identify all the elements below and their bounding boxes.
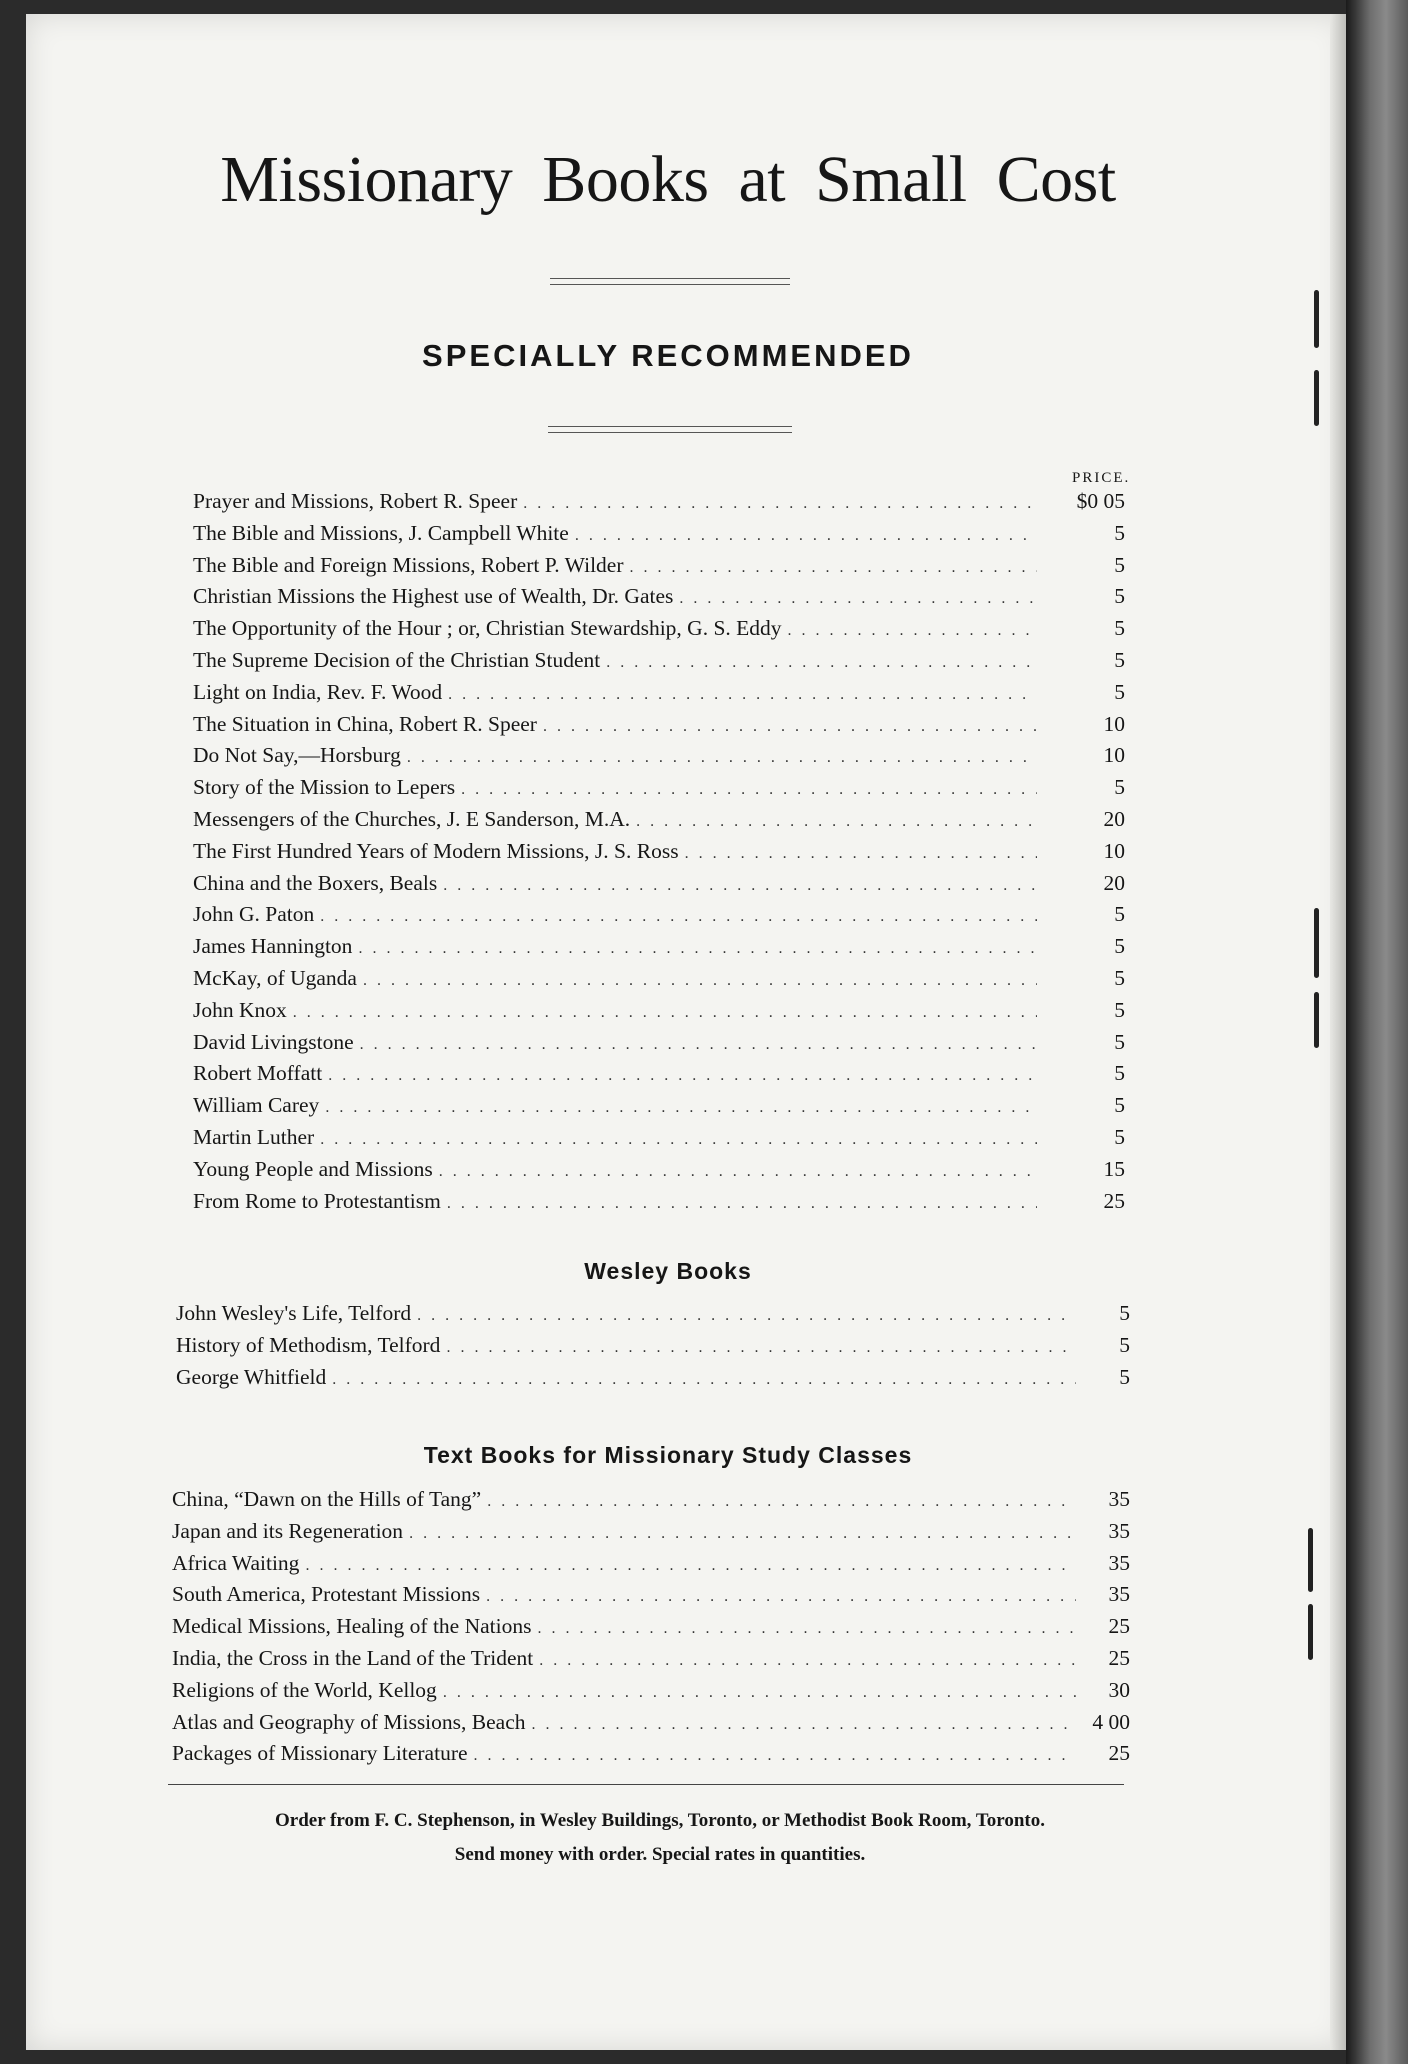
book-title: Religions of the World, Kellog (172, 1677, 437, 1702)
book-price: 5 (1119, 1332, 1130, 1357)
book-price: 20 (1103, 806, 1125, 831)
book-title: James Hannington (193, 934, 353, 959)
footer-order-info: Order from F. C. Stephenson, in Wesley Buildings, Toronto, or Methodist Book Room, Toronto. (275, 1810, 1045, 1831)
book-price: 35 (1108, 1518, 1130, 1543)
list-item (193, 804, 1125, 836)
dot-leader (788, 615, 1037, 647)
list-item (172, 1643, 1130, 1675)
list-item (193, 836, 1125, 868)
book-title: Robert Moffatt (193, 1061, 323, 1086)
dot-leader (486, 1581, 1076, 1613)
dot-leader (461, 774, 1037, 806)
book-title: John G. Paton (193, 902, 315, 927)
dot-leader (523, 488, 1037, 520)
book-price: 10 (1103, 838, 1125, 863)
book-title: From Rome to Protestantism (193, 1188, 441, 1213)
book-title: Prayer and Missions, Robert R. Speer (193, 489, 518, 513)
footer-rule (168, 1784, 1124, 1785)
book-title: William Carey (193, 1093, 320, 1118)
dot-leader (443, 1677, 1076, 1709)
dot-leader (606, 647, 1037, 679)
page-edge (1330, 14, 1346, 2050)
dot-leader (630, 552, 1037, 584)
book-title: McKay, of Uganda (193, 965, 357, 990)
list-item (193, 1122, 1125, 1154)
book-price: 5 (1114, 1093, 1125, 1118)
list-item (193, 518, 1125, 550)
book-title: The Situation in China, Robert R. Speer (193, 711, 537, 736)
dot-leader (360, 1029, 1037, 1061)
book-title: Messengers of the Churches, J. E Sanderson, M.A. (193, 806, 631, 831)
book-title: Light on India, Rev. F. Wood (193, 679, 443, 704)
book-price: 5 (1119, 1301, 1130, 1325)
book-price: 5 (1114, 1029, 1125, 1054)
dot-leader (332, 1364, 1076, 1396)
list-item (193, 645, 1125, 677)
book-price: 25 (1108, 1645, 1130, 1670)
binding-clip-mark (1308, 1604, 1313, 1660)
book-price: 5 (1114, 775, 1125, 800)
book-price: 35 (1108, 1550, 1130, 1575)
book-price: 5 (1114, 1061, 1125, 1086)
page-title: Missionary Books at Small Cost (220, 143, 1116, 216)
dot-leader (679, 583, 1037, 615)
book-price: 5 (1114, 552, 1125, 577)
book-title: China and the Boxers, Beals (193, 870, 438, 895)
list-item (176, 1330, 1130, 1362)
price-column-heading: PRICE. (1072, 470, 1131, 486)
book-title: The Supreme Decision of the Christian Student (193, 647, 601, 672)
book-title: The Bible and Missions, J. Campbell White (193, 520, 569, 545)
dot-leader (543, 711, 1037, 743)
book-title: John Wesley's Life, Telford (176, 1301, 412, 1325)
list-item (172, 1611, 1130, 1643)
book-price: 20 (1103, 870, 1125, 895)
binding-clip-mark (1314, 370, 1319, 426)
dot-leader (439, 1156, 1037, 1188)
book-title: The Opportunity of the Hour ; or, Christian Stewardship, G. S. Eddy (193, 616, 782, 641)
book-title: China, “Dawn on the Hills of Tang” (172, 1487, 482, 1511)
list-item (172, 1738, 1130, 1770)
book-price: 10 (1103, 711, 1125, 736)
binding-clip-mark (1314, 908, 1319, 978)
book-title: David Livingstone (193, 1029, 354, 1054)
dot-leader (358, 933, 1037, 965)
book-price: 5 (1114, 616, 1125, 641)
dot-leader (575, 520, 1037, 552)
dot-leader (443, 870, 1037, 902)
wesley-books-heading: Wesley Books (584, 1258, 752, 1284)
dot-leader (407, 742, 1037, 774)
book-title: Young People and Missions (193, 1156, 433, 1181)
dot-leader (363, 965, 1037, 997)
textbooks-heading: Text Books for Missionary Study Classes (423, 1442, 913, 1468)
book-title: South America, Protestant Missions (172, 1582, 481, 1607)
book-title: Story of the Mission to Lepers (193, 775, 456, 800)
book-title: History of Methodism, Telford (176, 1332, 441, 1357)
book-price: $0 05 (1076, 489, 1125, 513)
list-item (193, 613, 1125, 645)
book-price: 5 (1114, 934, 1125, 959)
binding-clip-mark (1314, 992, 1319, 1048)
book-title: Martin Luther (193, 1124, 315, 1149)
book-price: 5 (1114, 1124, 1125, 1149)
book-price: 35 (1108, 1487, 1130, 1511)
list-item (193, 1090, 1125, 1122)
dot-leader (537, 1613, 1076, 1645)
dot-leader (409, 1518, 1076, 1550)
book-price: 10 (1103, 743, 1125, 768)
list-item (193, 772, 1125, 804)
list-item (172, 1516, 1130, 1548)
list-item (193, 963, 1125, 995)
dot-leader (417, 1300, 1076, 1332)
book-price: 25 (1108, 1614, 1130, 1639)
book-title: Do Not Say,—Horsburg (193, 743, 401, 768)
book-price: 5 (1114, 584, 1125, 609)
dot-leader (487, 1486, 1076, 1518)
book-title: Africa Waiting (172, 1550, 300, 1575)
book-price: 5 (1114, 965, 1125, 990)
book-title: Medical Missions, Healing of the Nations (172, 1614, 532, 1639)
list-item (193, 677, 1125, 709)
list-item (193, 1027, 1125, 1059)
book-price: 30 (1108, 1677, 1130, 1702)
book-title: India, the Cross in the Land of the Trident (172, 1645, 534, 1670)
book-title: Christian Missions the Highest use of Wealth, Dr. Gates (193, 584, 674, 609)
book-price: 5 (1114, 902, 1125, 927)
double-rule (550, 278, 790, 285)
textbooks-list (172, 1484, 1130, 1770)
list-item (193, 1154, 1125, 1186)
list-item (193, 581, 1125, 613)
binding-clip-mark (1308, 1528, 1313, 1592)
list-item (193, 740, 1125, 772)
list-item (193, 931, 1125, 963)
book-spine (1346, 0, 1408, 2064)
book-price: 25 (1108, 1741, 1130, 1766)
dot-leader (320, 901, 1037, 933)
footer-money-note: Send money with order. Special rates in quantities. (454, 1844, 866, 1865)
dot-leader (325, 1092, 1037, 1124)
list-item (193, 899, 1125, 931)
dot-leader (636, 806, 1037, 838)
list-item (172, 1707, 1130, 1739)
book-price: 5 (1114, 647, 1125, 672)
dot-leader (539, 1645, 1076, 1677)
book-price: 15 (1103, 1156, 1125, 1181)
list-item (172, 1579, 1130, 1611)
dot-leader (320, 1124, 1037, 1156)
list-item (172, 1675, 1130, 1707)
wesley-books-list (176, 1298, 1130, 1393)
book-title: Japan and its Regeneration (172, 1518, 404, 1543)
book-title: The First Hundred Years of Modern Missions, J. S. Ross (193, 838, 679, 863)
dot-leader (448, 679, 1037, 711)
book-price: 35 (1108, 1582, 1130, 1607)
list-item (172, 1548, 1130, 1580)
double-rule (548, 426, 792, 433)
book-price: 4 00 (1092, 1709, 1130, 1734)
book-price: 5 (1114, 679, 1125, 704)
list-item (172, 1484, 1130, 1516)
list-item (176, 1298, 1130, 1330)
dot-leader (446, 1332, 1076, 1364)
book-title: George Whitfield (176, 1364, 327, 1389)
list-item (193, 709, 1125, 741)
section-subtitle: SPECIALLY RECOMMENDED (422, 338, 914, 373)
list-item (193, 486, 1125, 518)
recommended-books-list (193, 486, 1125, 1217)
list-item (176, 1362, 1130, 1394)
book-price: 5 (1119, 1364, 1130, 1389)
list-item (193, 868, 1125, 900)
dot-leader (447, 1188, 1037, 1220)
dot-leader (328, 1060, 1037, 1092)
list-item (193, 1058, 1125, 1090)
list-item (193, 550, 1125, 582)
dot-leader (685, 838, 1037, 870)
list-item (193, 995, 1125, 1027)
dot-leader (305, 1550, 1076, 1582)
book-title: Packages of Missionary Literature (172, 1741, 468, 1766)
book-title: John Knox (193, 997, 287, 1022)
book-title: Atlas and Geography of Missions, Beach (172, 1709, 526, 1734)
dot-leader (474, 1740, 1076, 1772)
dot-leader (293, 997, 1037, 1029)
book-price: 5 (1114, 520, 1125, 545)
book-title: The Bible and Foreign Missions, Robert P. Wilder (193, 552, 624, 577)
dot-leader (532, 1709, 1077, 1741)
list-item (193, 1186, 1125, 1218)
book-price: 25 (1103, 1188, 1125, 1213)
book-price: 5 (1114, 997, 1125, 1022)
